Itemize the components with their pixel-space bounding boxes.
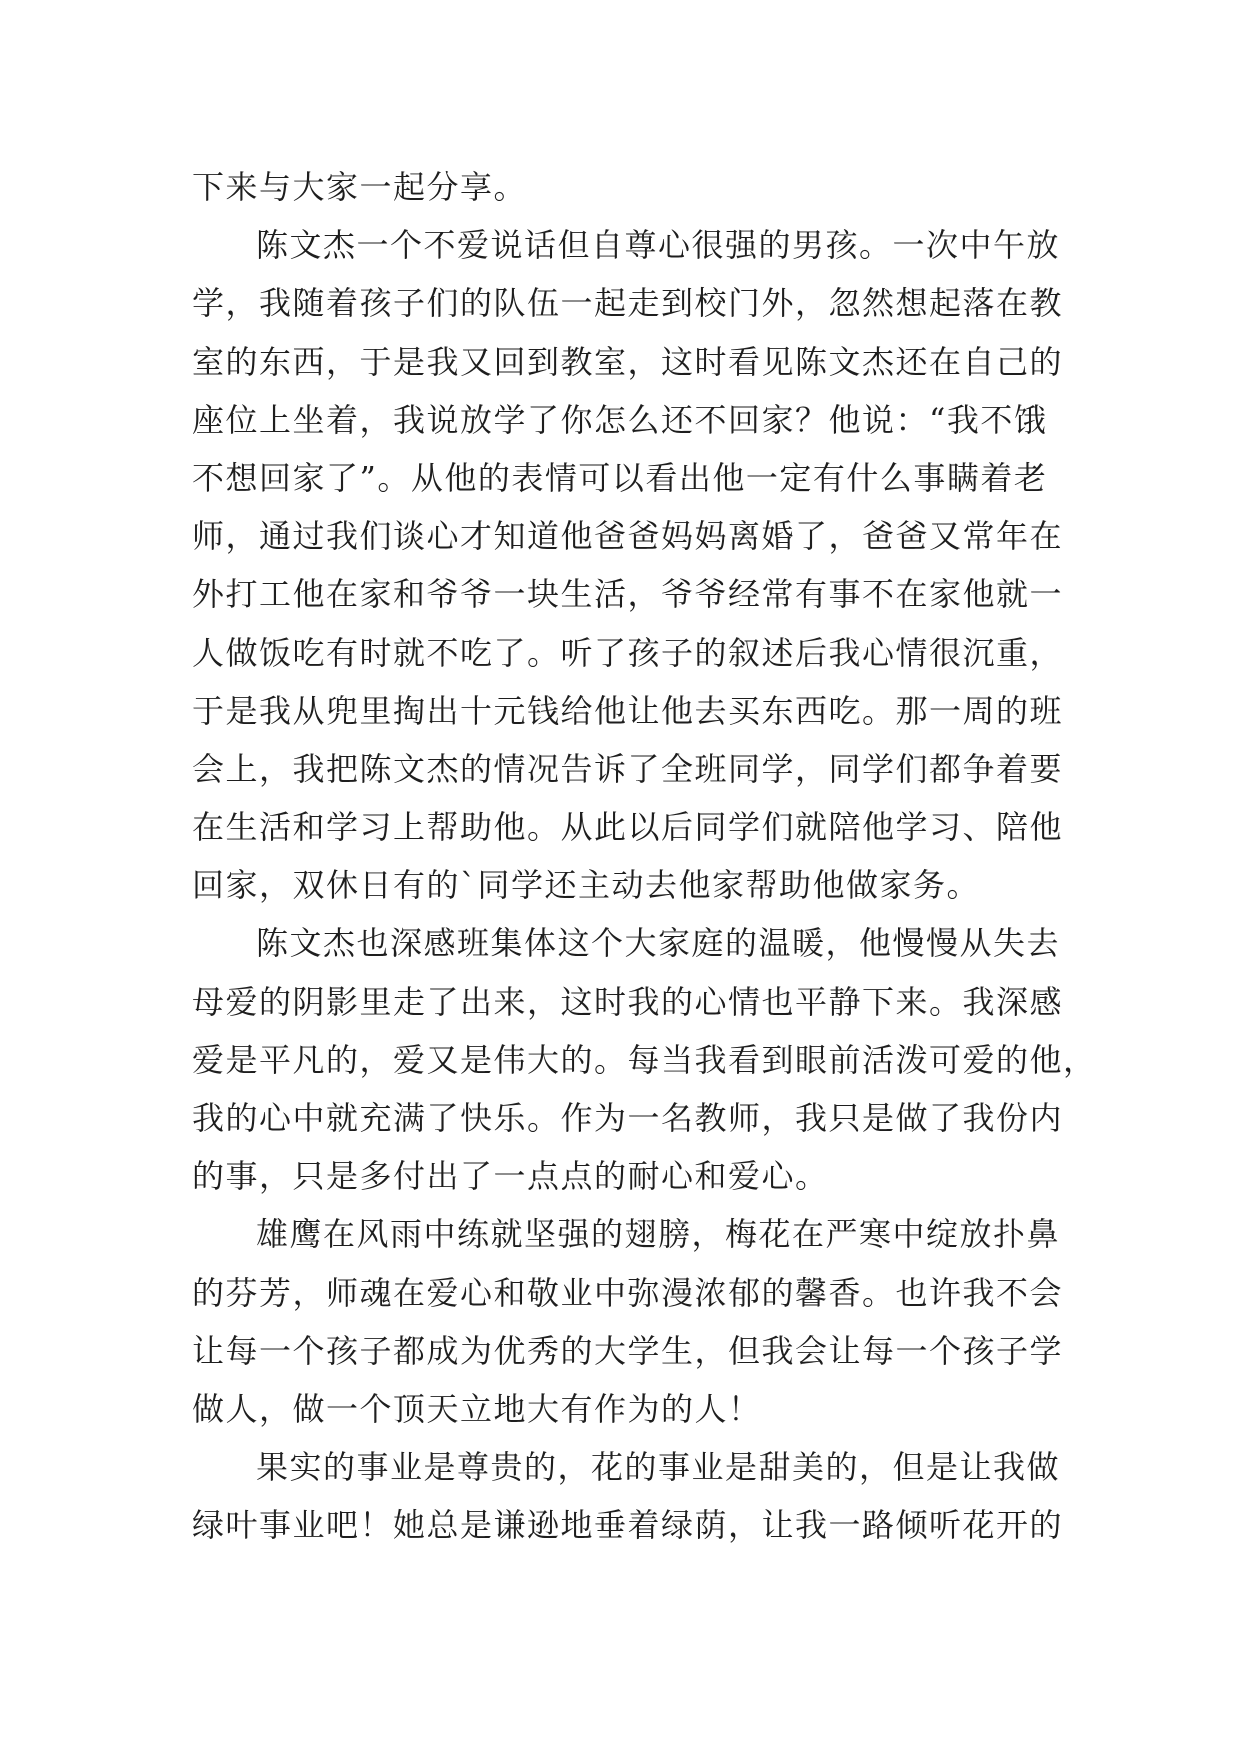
text-line-18: 的事，只是多付出了一点点的耐心和爱心。 [192,1157,829,1196]
text-line-21: 让每一个孩子都成为优秀的大学生，但我会让每一个孩子学 [192,1331,1064,1370]
text-line-12: 在生活和学习上帮助他。从此以后同学们就陪他学习、陪他 [192,808,1064,847]
text-line-22: 做人，做一个顶天立地大有作为的人！ [192,1389,762,1428]
text-line-19: 雄鹰在风雨中练就坚强的翅膀，梅花在严寒中绽放扑鼻 [256,1215,1061,1254]
text-line-1: 下来与大家一起分享。 [192,168,528,206]
text-line-8: 外打工他在家和爷爷一块生活，爷爷经常有事不在家他就一 [192,575,1064,614]
text-line-17: 我的心中就充满了快乐。作为一名教师，我只是做了我份内 [192,1099,1064,1137]
text-line-4: 室的东西，于是我又回到教室，这时看见陈文杰还在自己的 [192,342,1064,381]
text-line-13: 回家，双休日有的`同学还主动去他家帮助他做家务。 [192,866,981,905]
text-line-6: 不想回家了”。从他的表情可以看出他一定有什么事瞒着老 [192,458,1048,497]
text-line-9: 人做饭吃有时就不吃了。听了孩子的叙述后我心情很沉重， [192,633,1064,672]
text-line-3: 学，我随着孩子们的队伍一起走到校门外，忽然想起落在教 [192,284,1064,323]
body-text [192,158,1097,1555]
text-line-23: 果实的事业是尊贵的，花的事业是甜美的，但是让我做 [256,1448,1061,1487]
text-line-10: 于是我从兜里掏出十元钱给他让他去买东西吃。那一周的班 [192,691,1064,730]
text-line-2: 陈文杰一个不爱说话但自尊心很强的男孩。一次中午放 [256,226,1061,265]
text-line-24: 绿叶事业吧！她总是谦逊地垂着绿荫，让我一路倾听花开的 [192,1506,1064,1545]
text-line-16: 爱是平凡的，爱又是伟大的。每当我看到眼前活泼可爱的他， [192,1040,1097,1079]
text-line-14: 陈文杰也深感班集体这个大家庭的温暖，他慢慢从失去 [256,924,1061,963]
text-line-20: 的芬芳，师魂在爱心和敬业中弥漫浓郁的馨香。也许我不会 [192,1273,1064,1312]
text-line-7: 师，通过我们谈心才知道他爸爸妈妈离婚了，爸爸又常年在 [192,517,1064,556]
text-line-5: 座位上坐着，我说放学了你怎么还不回家？他说：“我不饿 [192,400,1048,439]
text-line-11: 会上，我把陈文杰的情况告诉了全班同学，同学们都争着要 [192,749,1064,788]
text-line-15: 母爱的阴影里走了出来，这时我的心情也平静下来。我深感 [192,982,1064,1021]
